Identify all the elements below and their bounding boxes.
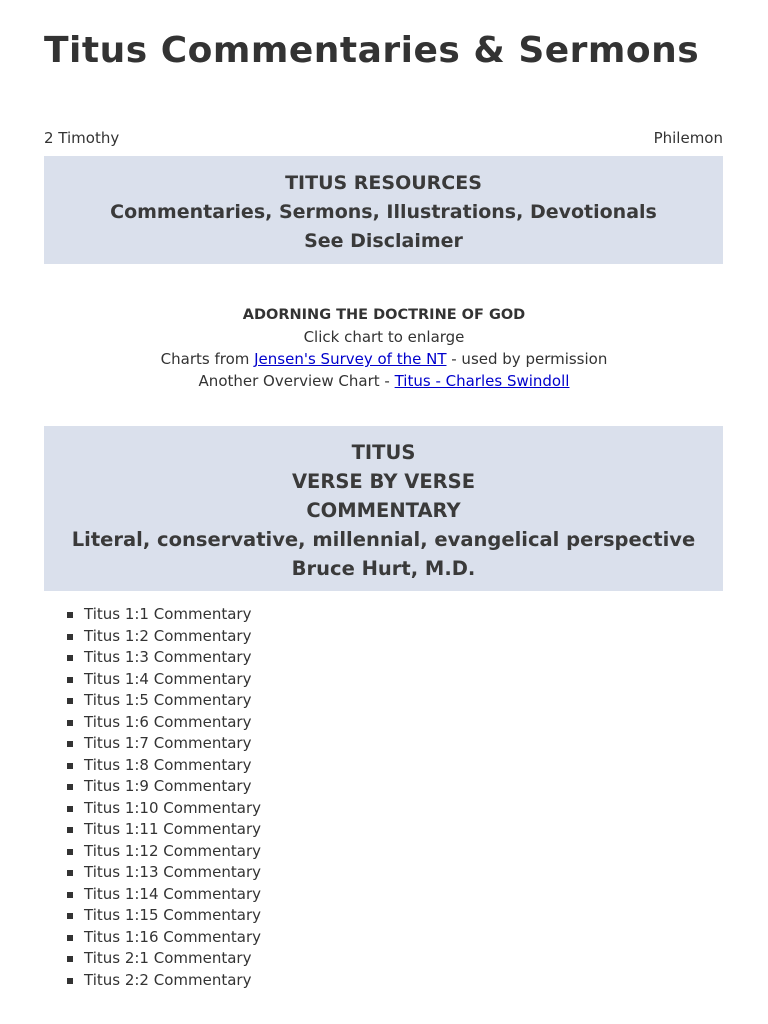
square-bullet-icon [67,870,73,876]
charts-credit [0,348,768,370]
square-bullet-icon [67,698,73,704]
commentary-banner [44,426,723,591]
verse-commentary-label: Titus 1:13 Commentary [84,863,262,881]
verse-commentary-item[interactable] [84,819,261,841]
verse-commentary-item[interactable] [84,626,261,648]
verse-commentary-label: Titus 1:6 Commentary [84,712,252,731]
verse-commentary-label: Titus 1:16 Commentary [84,927,262,946]
charts-credit-prefix: Charts from [160,350,255,368]
verse-commentary-label: Titus 1:15 Commentary [84,906,262,924]
chart-heading: ADORNING THE DOCTRINE OF GOD [242,307,526,323]
verse-commentary-label: Titus 1:4 Commentary [84,669,252,688]
verse-commentary-item[interactable] [84,712,261,734]
square-bullet-icon [67,956,73,962]
verse-commentary-item[interactable] [84,604,261,626]
verse-commentary-item[interactable] [84,905,261,927]
verse-commentary-label: Titus 1:14 Commentary [84,884,262,903]
square-bullet-icon [67,720,73,726]
verse-commentary-label: Titus 1:7 Commentary [84,734,252,752]
square-bullet-icon [67,763,73,769]
verse-commentary-label: Titus 1:8 Commentary [84,755,252,774]
verse-commentary-item[interactable] [84,690,261,712]
verse-commentary-item[interactable] [84,927,261,949]
commentary-author: Bruce Hurt, M.D. [291,557,476,580]
enlarge-hint: Click chart to enlarge [303,328,465,346]
verse-commentary-label: Titus 1:9 Commentary [84,777,252,795]
disclaimer-link[interactable]: See Disclaimer [304,230,463,252]
square-bullet-icon [67,784,73,790]
resources-subheading: Commentaries, Sermons, Illustrations, Devotionals [110,201,657,223]
commentary-perspective: Literal, conservative, millennial, evangelical perspective [71,528,696,551]
prev-book-link[interactable]: 2 Timothy [44,129,120,147]
square-bullet-icon [67,677,73,683]
page-title: Titus Commentaries & Sermons [44,30,700,71]
square-bullet-icon [67,892,73,898]
jensen-survey-link[interactable]: Jensen's Survey of the NT [254,350,447,368]
square-bullet-icon [67,655,73,661]
verse-commentary-item[interactable] [84,733,261,755]
square-bullet-icon [67,806,73,812]
commentary-type: VERSE BY VERSE [291,470,476,493]
verse-commentary-item[interactable] [84,755,261,777]
verse-commentary-label: Titus 1:11 Commentary [84,820,262,838]
verse-commentary-item[interactable] [84,841,261,863]
verse-commentary-item[interactable] [84,647,261,669]
commentary-book: TITUS [351,441,416,464]
square-bullet-icon [67,849,73,855]
verse-commentary-item[interactable] [84,798,261,820]
square-bullet-icon [67,827,73,833]
square-bullet-icon [67,978,73,984]
square-bullet-icon [67,741,73,747]
verse-commentary-label: Titus 1:10 Commentary [84,798,262,817]
commentary-label: COMMENTARY [306,499,461,522]
verse-commentary-item[interactable] [84,776,261,798]
charts-credit-suffix: - used by permission [446,350,608,368]
chart-info [0,304,768,392]
book-navigation [44,129,723,149]
overview-chart-line [0,370,768,392]
verse-commentary-label: Titus 1:3 Commentary [84,648,252,666]
square-bullet-icon [67,913,73,919]
square-bullet-icon [67,634,73,640]
verse-commentary-item[interactable] [84,970,261,992]
verse-commentary-label: Titus 1:2 Commentary [84,626,252,645]
square-bullet-icon [67,935,73,941]
verse-commentary-label: Titus 1:5 Commentary [84,691,252,709]
verse-commentary-list [84,604,261,991]
verse-commentary-label: Titus 2:2 Commentary [84,970,252,989]
verse-commentary-item[interactable] [84,948,261,970]
verse-commentary-item[interactable] [84,884,261,906]
swindoll-chart-link[interactable]: Titus - Charles Swindoll [394,372,570,390]
verse-commentary-item[interactable] [84,862,261,884]
verse-commentary-label: Titus 1:1 Commentary [84,605,252,623]
resources-banner [44,156,723,264]
overview-prefix: Another Overview Chart - [198,372,395,390]
square-bullet-icon [67,612,73,618]
resources-heading: TITUS RESOURCES [285,172,482,194]
verse-commentary-label: Titus 1:12 Commentary [84,841,262,860]
next-book-link[interactable]: Philemon [653,129,723,147]
verse-commentary-item[interactable] [84,669,261,691]
verse-commentary-label: Titus 2:1 Commentary [84,949,252,967]
